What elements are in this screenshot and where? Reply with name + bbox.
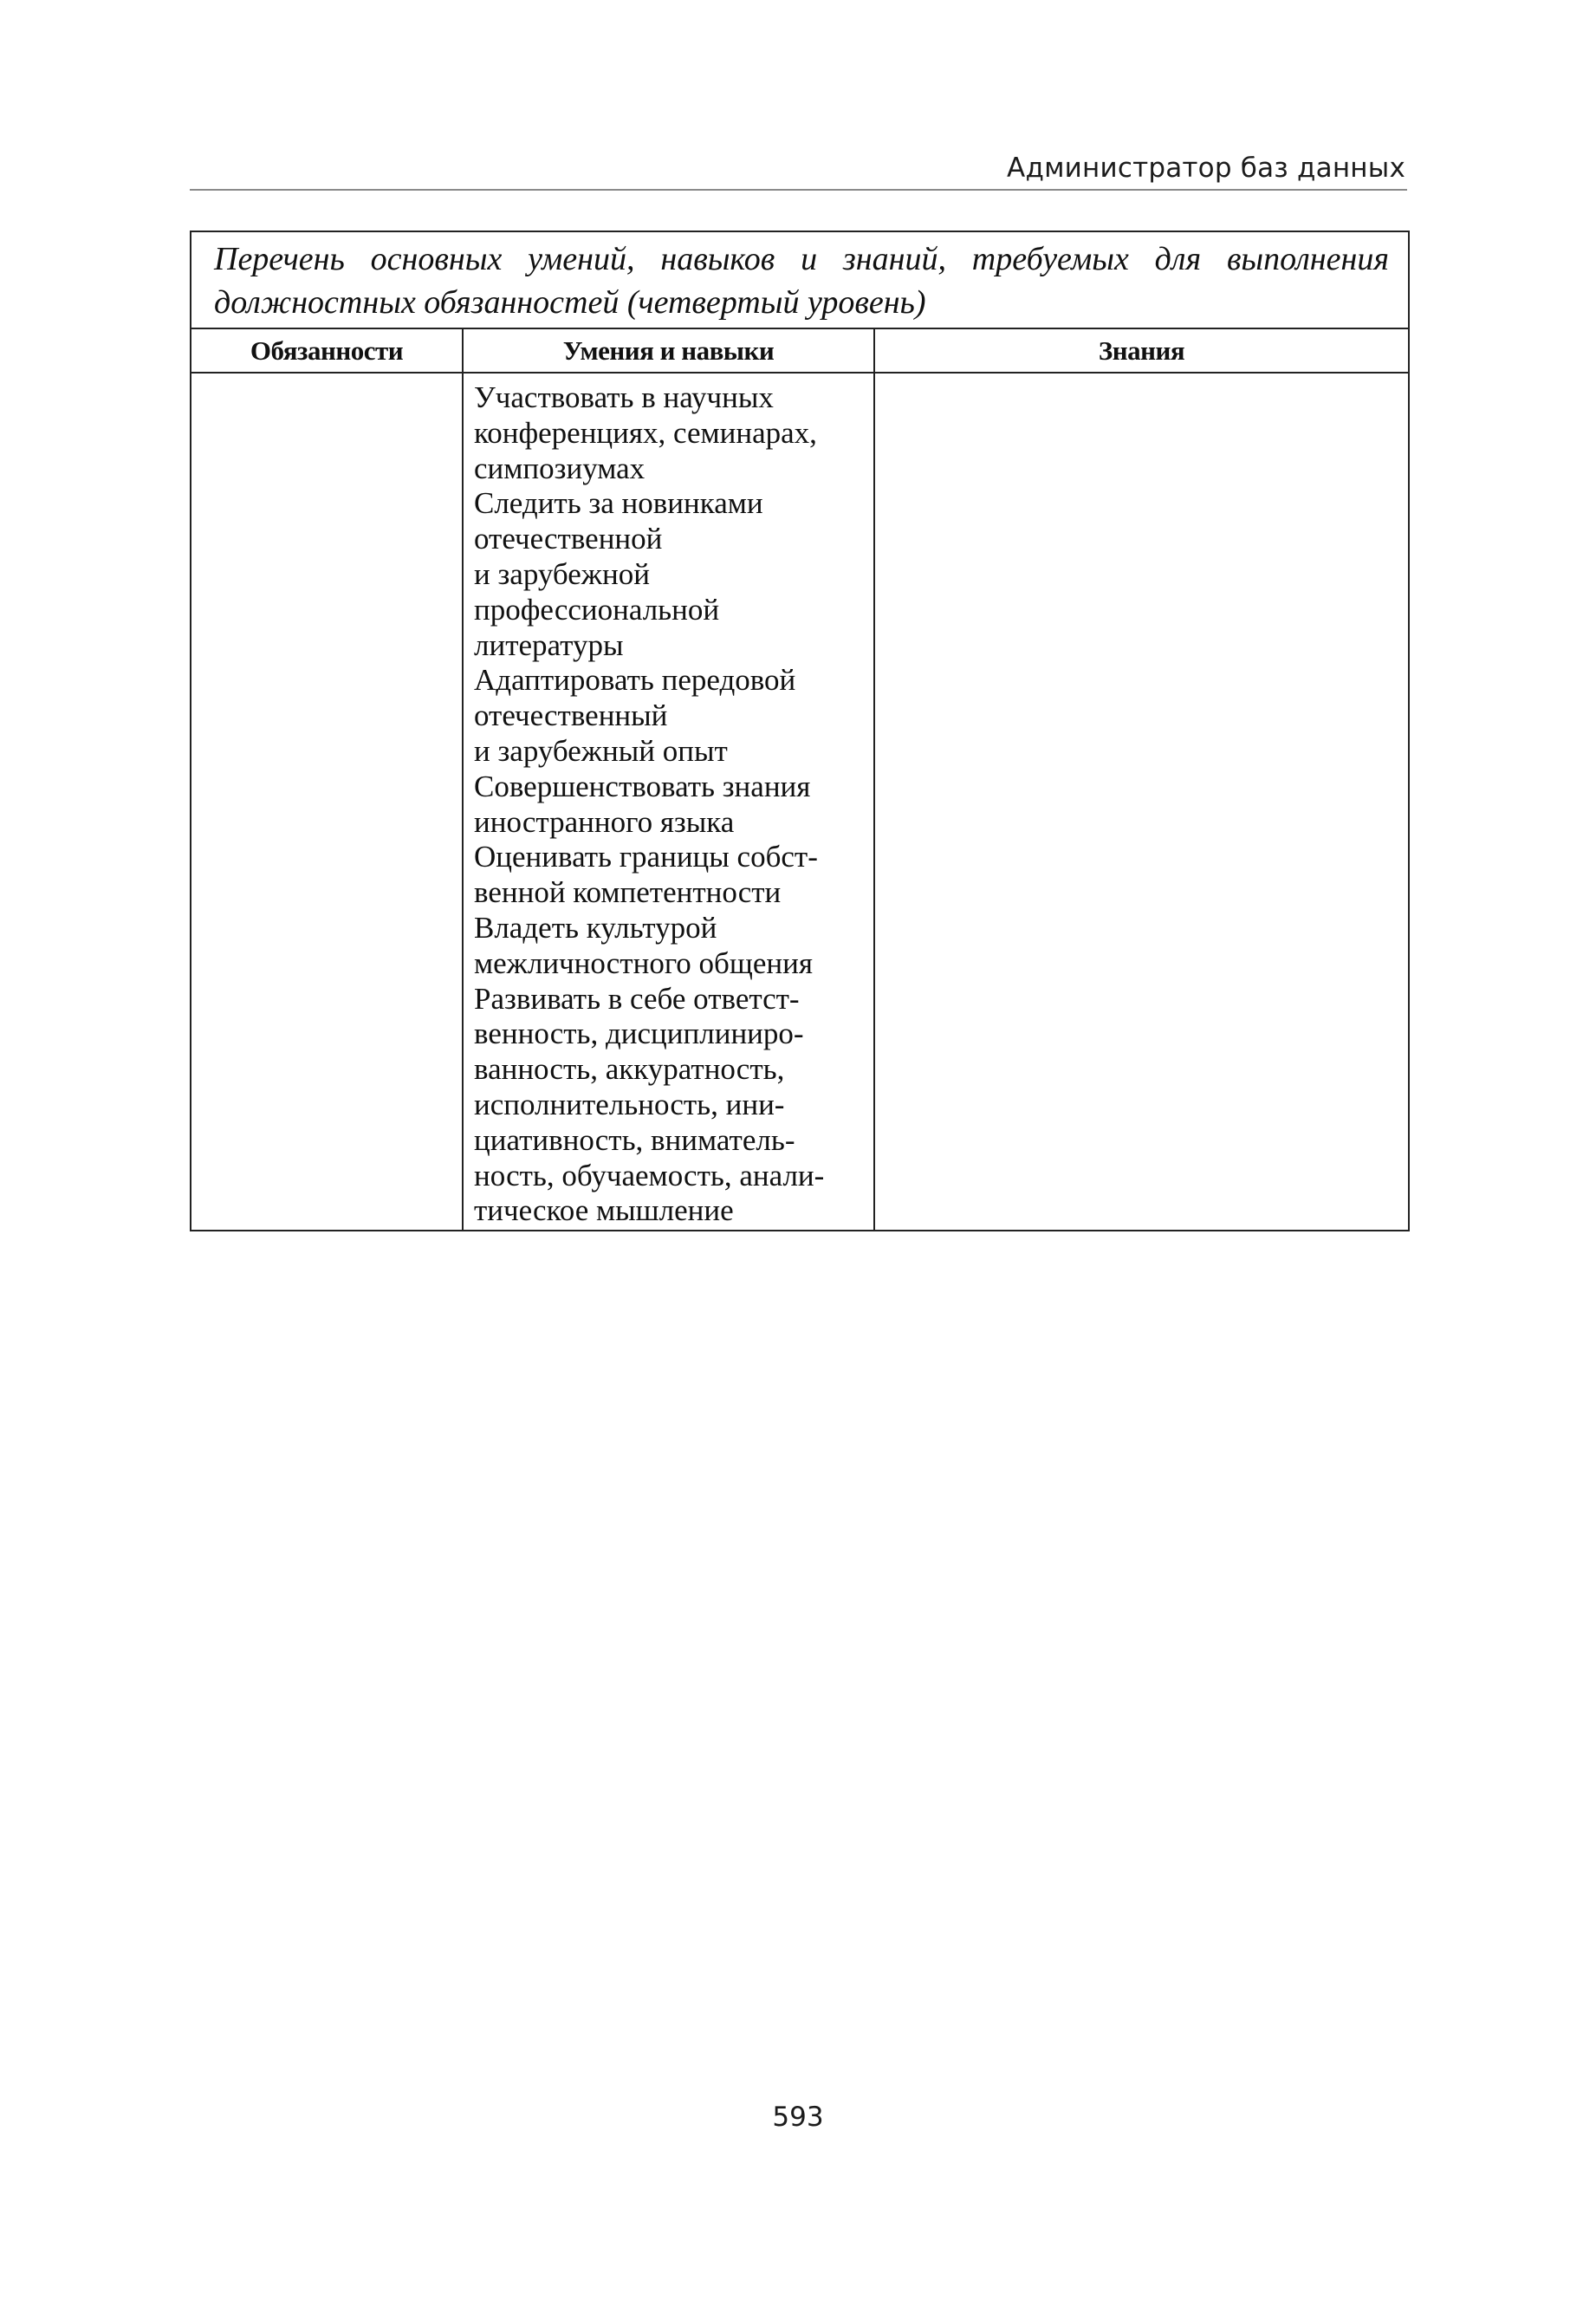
list-item: Развивать в себе ответст- венность, дисциплиниро- ванность, аккуратность, исполнительность, ини- циативность, вниматель- ность, обучаемость, анали- тическое мышление: [474, 981, 825, 1228]
list-item: Владеть культурой межличностного общения: [474, 910, 813, 980]
knowledge-cell: [874, 373, 1409, 1231]
list-item: Следить за новинками отечественной и зарубежной профессиональной литературы: [474, 486, 763, 662]
skills-cell: [463, 373, 874, 1231]
header-rule: [190, 189, 1407, 191]
table-row: [191, 373, 1409, 1231]
column-header-row: [191, 328, 1409, 373]
list-item: Адаптировать передовой отечественный и зарубежный опыт: [474, 663, 796, 768]
list-item: Участвовать в научных конференциях, семинарах, симпозиумах: [474, 380, 817, 485]
column-header-knowledge: Знания: [874, 328, 1409, 373]
caption-row: [191, 231, 1409, 328]
skills-table: [190, 231, 1410, 1231]
list-item: Совершенствовать знания иностранного языка: [474, 769, 811, 839]
duties-cell: [191, 373, 463, 1231]
skills-list: [464, 374, 873, 1229]
column-header-skills: Умения и навыки: [463, 328, 874, 373]
list-item: Оценивать границы собст- венной компетентности: [474, 840, 818, 910]
table-caption: Перечень основных умений, навыков и знаний, требуемых для выполнения должностных обязанностей (четвертый уровень): [191, 231, 1409, 328]
column-header-duties: Обязанности: [191, 328, 463, 373]
running-head-title: Администратор баз данных: [1007, 153, 1405, 184]
page-number: 593: [772, 2102, 824, 2133]
